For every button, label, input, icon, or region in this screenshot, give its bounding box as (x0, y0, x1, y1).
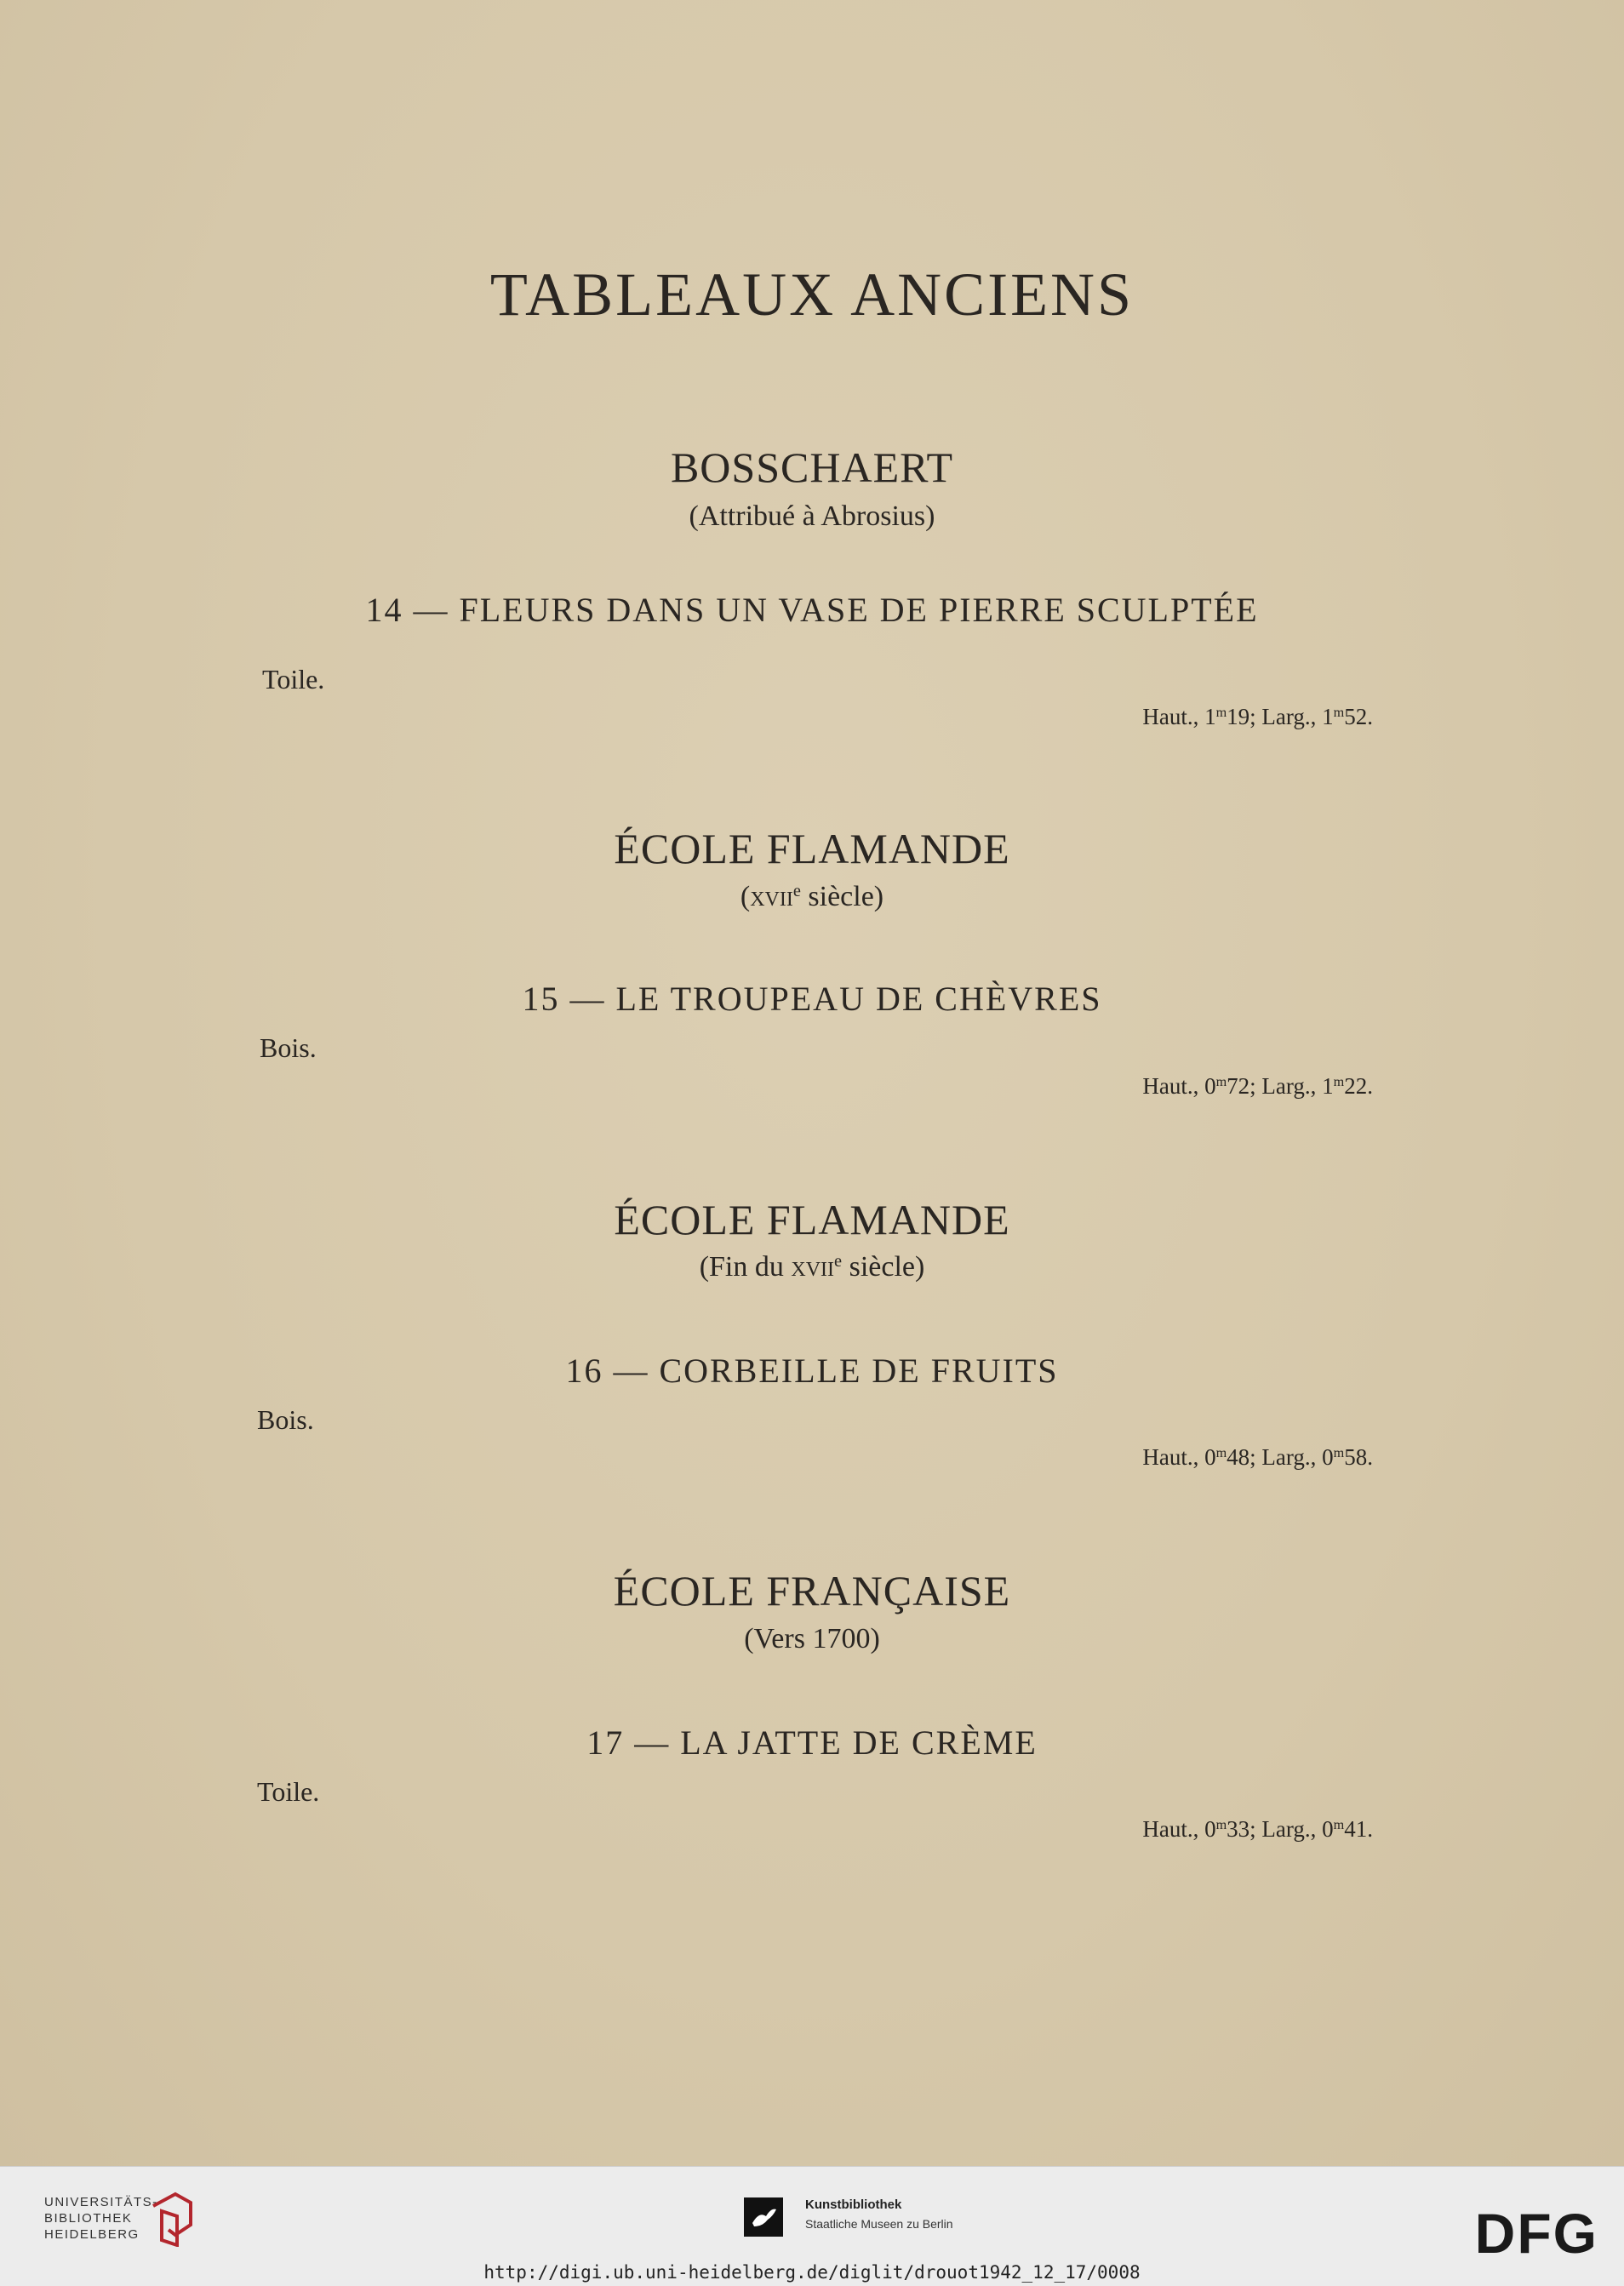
medium: Toile. (257, 1776, 320, 1807)
lot-title: CORBEILLE DE FRUITS (659, 1352, 1059, 1390)
dimensions: Haut., 0$^m$72; Larg., 1$^m$22. (1142, 1073, 1373, 1099)
lot-dash: — (559, 980, 616, 1018)
attribution: (Vers 1700) (744, 1623, 880, 1654)
artist-name: BOSSCHAERT (670, 443, 954, 491)
lot-number: 14 (365, 591, 403, 629)
attribution: (Fin du xvii$^e$ siècle) (699, 1251, 925, 1283)
medium: Toile. (262, 664, 325, 694)
kunstbibliothek-eagle-icon[interactable] (744, 2197, 783, 2237)
dfg-logo[interactable]: DFG (1474, 2202, 1598, 2265)
artist-name: ÉCOLE FLAMANDE (614, 825, 1010, 872)
lot-title: LE TROUPEAU DE CHÈVRES (615, 980, 1102, 1018)
lot-title: FLEURS DANS UN VASE DE PIERRE SCULPTÉE (459, 591, 1259, 629)
dimensions: Haut., 0$^m$33; Larg., 0$^m$41. (1142, 1816, 1373, 1842)
university-library-logo-icon[interactable] (150, 2191, 194, 2247)
page-title: TABLEAUX ANCIENS (489, 260, 1135, 329)
lot-number: 17 (586, 1723, 625, 1762)
attribution: (xvii$^e$ siècle) (740, 881, 884, 912)
medium: Bois. (260, 1032, 317, 1063)
kunstbibliothek-credit: Kunstbibliothek Staatliche Museen zu Berlin (805, 2197, 953, 2231)
medium: Bois. (257, 1404, 314, 1435)
viewer-footer (0, 2166, 1624, 2286)
dimensions: Haut., 1$^m$19; Larg., 1$^m$52. (1142, 704, 1373, 729)
artist-name: ÉCOLE FLAMANDE (614, 1196, 1010, 1243)
lot-number: 16 (565, 1352, 603, 1390)
attribution: (Attribué à Abrosius) (689, 500, 935, 532)
university-library-name: UNIVERSITÄTS- BIBLIOTHEK HEIDELBERG (44, 2195, 158, 2242)
lot-heading (0, 1723, 1624, 1763)
lot-number: 15 (522, 980, 560, 1018)
dimensions: Haut., 0$^m$48; Larg., 0$^m$58. (1142, 1444, 1373, 1470)
lot-heading (0, 979, 1624, 1019)
lot-dash: — (624, 1723, 681, 1762)
artist-name: ÉCOLE FRANÇAISE (613, 1567, 1011, 1614)
lot-dash: — (603, 1352, 660, 1390)
lot-dash: — (403, 591, 460, 629)
lot-heading (0, 590, 1624, 630)
permalink-url[interactable]: http://digi.ub.uni-heidelberg.de/diglit/drouot1942_12_17/0008 (483, 2262, 1141, 2283)
lot-title: LA JATTE DE CRÈME (680, 1723, 1038, 1762)
lot-heading (0, 1351, 1624, 1391)
